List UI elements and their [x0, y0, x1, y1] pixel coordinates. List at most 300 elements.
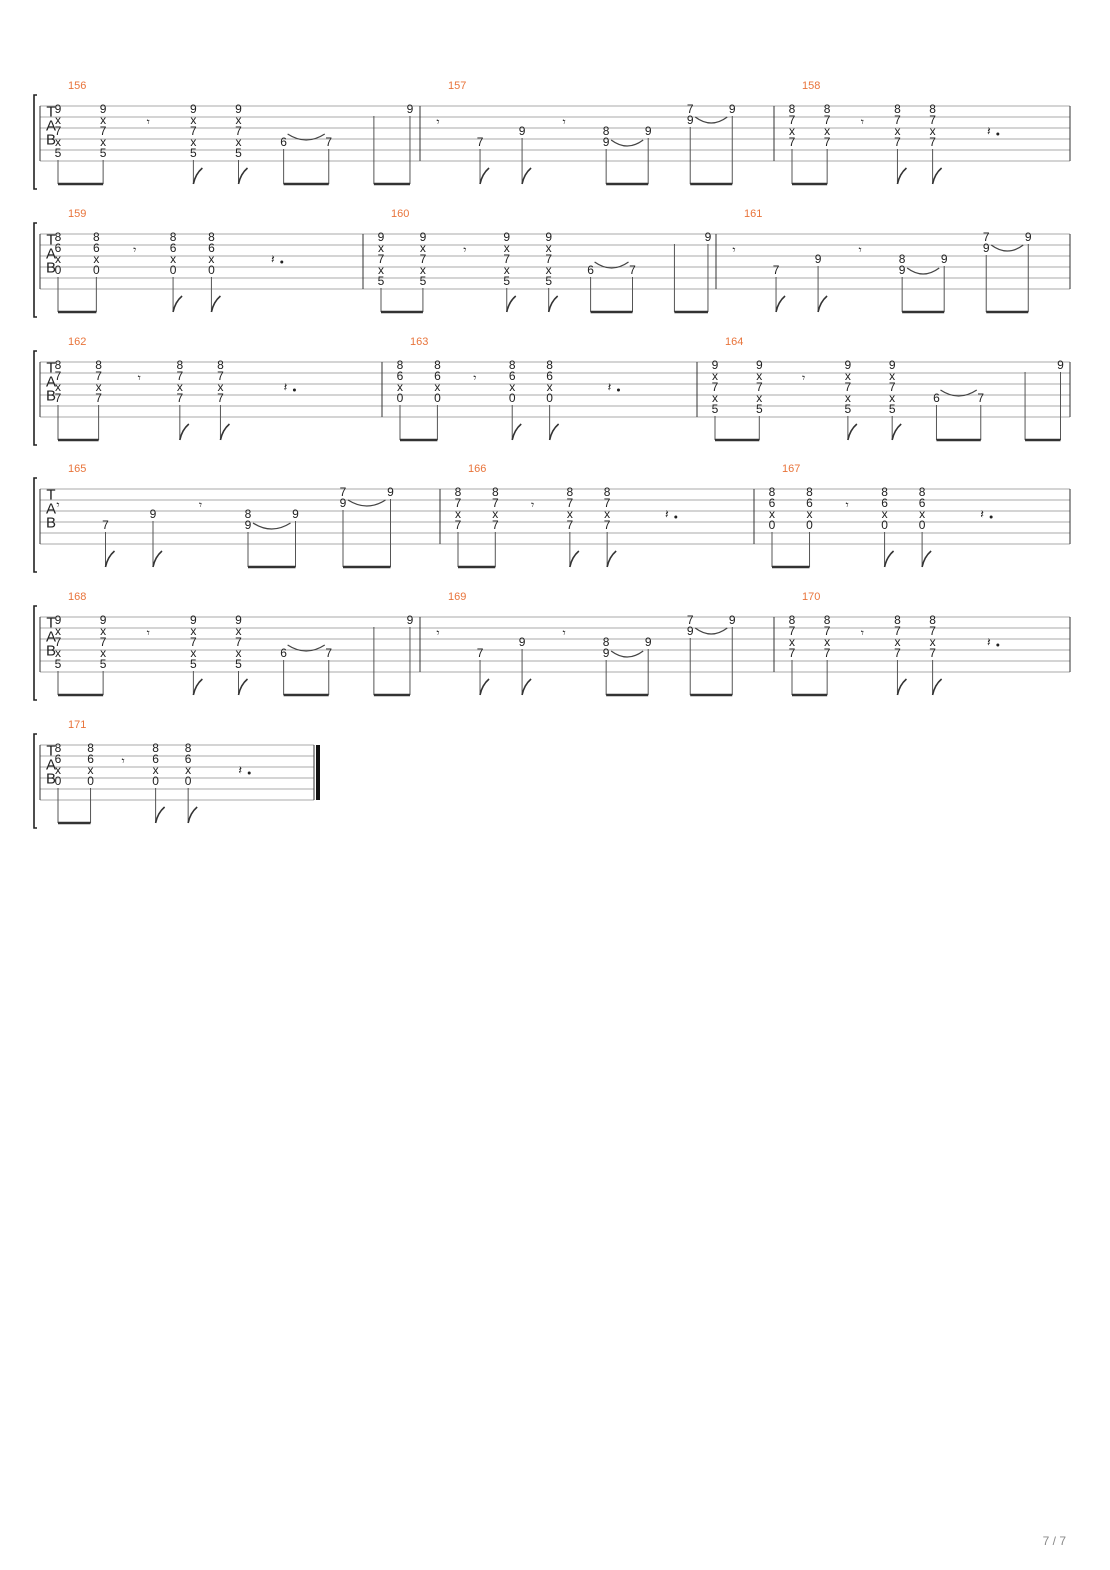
- fret-number: 9: [711, 358, 719, 372]
- measure-159: [55, 208, 284, 312]
- page-number: 7 / 7: [1042, 1534, 1066, 1548]
- fret-number: 9: [292, 507, 299, 521]
- fret-number: 8: [898, 252, 906, 266]
- fret-number: 8: [434, 358, 441, 372]
- eighth-flag: [550, 424, 559, 440]
- system-bracket: [34, 606, 37, 700]
- fret-number: x: [235, 646, 242, 660]
- measure-number: 159: [68, 208, 87, 220]
- quarter-rest: 𝄽: [980, 507, 984, 521]
- fret-number: 6: [396, 369, 404, 383]
- fret-number: x: [378, 241, 384, 255]
- fret-number: 7: [54, 391, 62, 405]
- fret-number: 8: [823, 613, 831, 627]
- fret-number: 9: [728, 613, 736, 627]
- fret-number: 0: [396, 391, 404, 405]
- tie-arc: [991, 245, 1023, 251]
- fret-number: 9: [602, 646, 610, 660]
- fret-number: 9: [419, 230, 427, 244]
- fret-number: 9: [814, 252, 822, 266]
- eighth-rest: 𝄾: [133, 243, 137, 258]
- eighth-flag: [211, 296, 220, 312]
- fret-number: 6: [280, 646, 287, 660]
- eighth-rest: 𝄾: [436, 626, 440, 641]
- system-bracket: [34, 734, 37, 828]
- fret-number: 0: [806, 518, 813, 532]
- fret-number: 8: [918, 485, 926, 499]
- fret-number: 7: [102, 518, 109, 532]
- eighth-rest: 𝄾: [845, 498, 849, 513]
- fret-number: 5: [711, 402, 719, 416]
- fret-number: 7: [54, 369, 62, 383]
- fret-number: 9: [235, 102, 242, 116]
- fret-number: x: [919, 507, 926, 521]
- tie-arc: [348, 500, 386, 506]
- fret-number: 8: [929, 102, 936, 116]
- fret-number: 8: [208, 230, 215, 244]
- eighth-flag: [776, 296, 785, 312]
- fret-number: 6: [918, 496, 926, 510]
- fret-number: 9: [755, 358, 763, 372]
- fret-number: 0: [152, 774, 159, 788]
- fret-number: 0: [93, 263, 100, 277]
- eighth-flag: [153, 551, 162, 567]
- tab-clef-letter: B: [45, 387, 57, 405]
- fret-number: 9: [686, 624, 694, 638]
- fret-number: 7: [772, 263, 780, 277]
- fret-number: x: [217, 380, 224, 394]
- eighth-flag: [180, 424, 189, 440]
- measure-number: 165: [68, 463, 87, 475]
- fret-number: x: [604, 507, 611, 521]
- fret-number: 9: [644, 124, 652, 138]
- tab-clef-letter: T: [46, 103, 56, 121]
- eighth-rest: 𝄾: [801, 371, 806, 386]
- measure-170: [789, 591, 1000, 695]
- measure-number: 163: [410, 336, 429, 348]
- fret-number: x: [455, 507, 461, 521]
- measure-number: 164: [725, 336, 744, 348]
- fret-number: 9: [99, 613, 107, 627]
- measure-number: 168: [68, 591, 87, 603]
- eighth-rest: 𝄾: [860, 115, 864, 130]
- fret-number: 7: [454, 496, 462, 510]
- eighth-flag: [570, 551, 579, 567]
- tab-clef-letter: A: [45, 373, 57, 391]
- tab-clef-letter: T: [46, 359, 56, 377]
- eighth-rest: 𝄾: [436, 115, 440, 130]
- fret-number: x: [185, 763, 192, 777]
- tie-arc: [611, 140, 643, 146]
- measure-number: 171: [68, 719, 87, 731]
- tab-clef-letter: A: [45, 500, 57, 518]
- tab-clef-letter: T: [46, 742, 56, 760]
- eighth-flag: [507, 296, 516, 312]
- rest-dot: [293, 389, 296, 392]
- fret-number: 8: [602, 124, 610, 138]
- fret-number: x: [712, 369, 718, 383]
- eighth-flag: [239, 168, 248, 184]
- fret-number: 9: [518, 635, 526, 649]
- fret-number: 0: [434, 391, 441, 405]
- tie-arc: [907, 268, 939, 274]
- fret-number: x: [100, 646, 107, 660]
- measure-number: 160: [391, 208, 410, 220]
- eighth-flag: [549, 296, 558, 312]
- fret-number: x: [894, 635, 901, 649]
- fret-number: 0: [54, 774, 62, 788]
- fret-number: x: [545, 241, 552, 255]
- quarter-rest: 𝄽: [238, 763, 243, 777]
- fret-number: x: [235, 135, 242, 149]
- fret-number: x: [55, 763, 61, 777]
- quarter-rest: 𝄽: [664, 507, 669, 521]
- tab-clef-letter: B: [45, 131, 57, 149]
- measure-156: [55, 80, 414, 184]
- fret-number: x: [434, 380, 441, 394]
- fret-number: 6: [54, 241, 62, 255]
- fret-number: 9: [728, 102, 736, 116]
- eighth-flag: [193, 168, 202, 184]
- measure-160: [378, 208, 712, 312]
- fret-number: 9: [244, 518, 252, 532]
- fret-number: 7: [929, 135, 936, 149]
- fret-number: 5: [377, 274, 385, 288]
- measure-162: [55, 336, 296, 440]
- fret-number: x: [844, 391, 851, 405]
- fret-number: 7: [711, 380, 719, 394]
- measure-171: [55, 719, 251, 823]
- tab-system: [34, 478, 1070, 572]
- fret-number: 9: [1024, 230, 1032, 244]
- fret-number: 7: [823, 135, 831, 149]
- fret-number: 7: [894, 624, 901, 638]
- fret-number: 7: [235, 635, 242, 649]
- rest-dot: [248, 772, 251, 775]
- fret-number: 9: [406, 613, 414, 627]
- fret-number: 5: [99, 146, 107, 160]
- fret-number: 7: [929, 624, 936, 638]
- fret-number: 7: [823, 113, 831, 127]
- system-bracket: [34, 223, 37, 317]
- eighth-rest: 𝄾: [562, 626, 566, 641]
- tab-clef-letter: A: [45, 245, 57, 263]
- eighth-flag: [818, 296, 827, 312]
- eighth-rest: 𝄾: [530, 498, 535, 513]
- eighth-rest: 𝄾: [146, 115, 150, 130]
- measure-number: 166: [468, 463, 487, 475]
- fret-number: 9: [149, 507, 157, 521]
- measure-166: [455, 463, 678, 567]
- rest-dot: [280, 261, 283, 264]
- measure-168: [55, 591, 414, 695]
- eighth-flag: [188, 807, 197, 823]
- eighth-rest: 𝄾: [121, 754, 125, 769]
- eighth-flag: [922, 551, 931, 567]
- fret-number: 7: [176, 369, 184, 383]
- fret-number: 6: [768, 496, 776, 510]
- eighth-flag: [897, 679, 906, 695]
- measure-161: [732, 208, 1032, 312]
- fret-number: x: [566, 507, 573, 521]
- fret-number: x: [100, 624, 107, 638]
- eighth-rest: 𝄾: [562, 115, 566, 130]
- fret-number: x: [55, 624, 61, 638]
- fret-number: 8: [95, 358, 102, 372]
- eighth-flag: [892, 424, 901, 440]
- fret-number: 0: [169, 263, 177, 277]
- fret-number: 6: [508, 369, 516, 383]
- fret-number: 6: [87, 752, 94, 766]
- quarter-rest: 𝄽: [986, 124, 991, 138]
- fret-number: 5: [419, 274, 427, 288]
- fret-number: 7: [755, 380, 763, 394]
- eighth-flag: [897, 168, 906, 184]
- fret-number: 7: [176, 391, 184, 405]
- fret-number: 5: [545, 274, 553, 288]
- fret-number: 9: [844, 358, 852, 372]
- fret-number: x: [509, 380, 516, 394]
- eighth-flag: [522, 168, 531, 184]
- fret-number: 5: [190, 657, 197, 671]
- eighth-rest: 𝄾: [463, 243, 467, 258]
- fret-number: 5: [54, 657, 62, 671]
- fret-number: 8: [806, 485, 813, 499]
- eighth-flag: [480, 168, 489, 184]
- fret-number: x: [176, 380, 183, 394]
- fret-number: x: [503, 263, 510, 277]
- fret-number: x: [55, 646, 61, 660]
- fret-number: 7: [982, 230, 990, 244]
- measure-number: 170: [802, 591, 821, 603]
- fret-number: 7: [54, 124, 62, 138]
- fret-number: 8: [176, 358, 184, 372]
- fret-number: 6: [434, 369, 441, 383]
- fret-number: 5: [888, 402, 896, 416]
- fret-number: 8: [603, 485, 611, 499]
- eighth-flag: [193, 679, 202, 695]
- fret-number: x: [756, 369, 763, 383]
- fret-number: 6: [881, 496, 888, 510]
- fret-number: 9: [545, 230, 553, 244]
- tab-clef-letter: T: [46, 486, 56, 504]
- eighth-flag: [848, 424, 857, 440]
- fret-number: 9: [1057, 358, 1064, 372]
- fret-number: 9: [406, 102, 414, 116]
- tab-clef-letter: A: [45, 756, 57, 774]
- measure-number: 167: [782, 463, 801, 475]
- fret-number: 7: [95, 391, 102, 405]
- measure-169: [436, 591, 736, 695]
- tab-clef-letter: B: [45, 770, 57, 788]
- fret-number: 6: [169, 241, 177, 255]
- measure-number: 161: [744, 208, 763, 220]
- fret-number: 8: [152, 741, 159, 755]
- fret-number: x: [55, 252, 61, 266]
- fret-number: x: [152, 763, 159, 777]
- fret-number: 7: [823, 646, 831, 660]
- fret-number: 8: [87, 741, 94, 755]
- fret-number: x: [93, 252, 100, 266]
- eighth-rest: 𝄾: [198, 498, 203, 513]
- fret-number: 7: [566, 496, 574, 510]
- eighth-flag: [885, 551, 894, 567]
- fret-number: x: [397, 380, 403, 394]
- fret-number: 7: [339, 485, 347, 499]
- fret-number: 8: [788, 102, 796, 116]
- eighth-flag: [522, 679, 531, 695]
- fret-number: 7: [190, 124, 197, 138]
- fret-number: 7: [629, 263, 636, 277]
- fret-number: 5: [99, 657, 107, 671]
- fret-number: 7: [54, 635, 62, 649]
- tie-arc: [695, 628, 727, 634]
- fret-number: 0: [918, 518, 926, 532]
- eighth-rest: 𝄾: [56, 498, 60, 513]
- fret-number: 0: [54, 263, 62, 277]
- fret-number: 7: [235, 124, 242, 138]
- fret-number: 8: [881, 485, 888, 499]
- fret-number: x: [378, 263, 384, 277]
- fret-number: x: [881, 507, 888, 521]
- fret-number: x: [503, 241, 510, 255]
- fret-number: 5: [54, 146, 62, 160]
- fret-number: x: [545, 263, 552, 277]
- fret-number: 9: [686, 113, 694, 127]
- fret-number: 6: [208, 241, 215, 255]
- fret-number: 9: [982, 241, 990, 255]
- fret-number: 0: [881, 518, 888, 532]
- fret-number: 7: [788, 135, 796, 149]
- fret-number: x: [492, 507, 499, 521]
- fret-number: x: [235, 113, 242, 127]
- fret-number: x: [190, 135, 197, 149]
- fret-number: 8: [491, 485, 499, 499]
- eighth-flag: [933, 168, 942, 184]
- eighth-flag: [607, 551, 616, 567]
- fret-number: x: [190, 646, 197, 660]
- fret-number: x: [235, 624, 242, 638]
- fret-number: x: [208, 252, 215, 266]
- measure-number: 169: [448, 591, 467, 603]
- fret-number: 7: [788, 646, 796, 660]
- fret-number: 9: [940, 252, 948, 266]
- tab-clef-letter: T: [46, 614, 56, 632]
- tie-arc: [253, 523, 291, 529]
- eighth-flag: [480, 679, 489, 695]
- measure-number: 156: [68, 80, 87, 92]
- measure-165: [56, 463, 394, 567]
- fret-number: 9: [503, 230, 511, 244]
- eighth-rest: 𝄾: [137, 371, 141, 386]
- fret-number: 7: [894, 113, 901, 127]
- fret-number: 7: [476, 646, 484, 660]
- fret-number: x: [55, 113, 61, 127]
- fret-number: 7: [888, 380, 896, 394]
- fret-number: 9: [898, 263, 906, 277]
- fret-number: 8: [929, 613, 936, 627]
- fret-number: 6: [806, 496, 813, 510]
- fret-number: 7: [929, 113, 936, 127]
- rest-dot: [990, 516, 993, 519]
- fret-number: 8: [244, 507, 252, 521]
- fret-number: x: [929, 124, 936, 138]
- eighth-flag: [933, 679, 942, 695]
- fret-number: 9: [518, 124, 526, 138]
- measure-number: 157: [448, 80, 467, 92]
- fret-number: x: [789, 124, 795, 138]
- fret-number: 6: [93, 241, 100, 255]
- measure-158: [789, 80, 1000, 184]
- tab-clef-letter: B: [45, 642, 57, 660]
- eighth-rest: 𝄾: [473, 371, 477, 386]
- fret-number: x: [419, 263, 426, 277]
- quarter-rest: 𝄽: [283, 380, 288, 394]
- fret-number: 8: [169, 230, 177, 244]
- fret-number: 7: [686, 613, 694, 627]
- fret-number: 9: [190, 613, 197, 627]
- measure-number: 162: [68, 336, 87, 348]
- fret-number: 8: [396, 358, 404, 372]
- fret-number: 9: [339, 496, 347, 510]
- eighth-rest: 𝄾: [860, 626, 864, 641]
- fret-number: 5: [844, 402, 852, 416]
- rest-dot: [996, 133, 999, 136]
- fret-number: 7: [99, 124, 107, 138]
- fret-number: x: [87, 763, 94, 777]
- rest-dot: [996, 644, 999, 647]
- fret-number: x: [894, 124, 901, 138]
- system-bracket: [34, 478, 37, 572]
- fret-number: x: [889, 369, 896, 383]
- fret-number: x: [929, 635, 936, 649]
- fret-number: 0: [546, 391, 553, 405]
- fret-number: 0: [87, 774, 94, 788]
- measure-163: [397, 336, 620, 440]
- fret-number: 7: [503, 252, 511, 266]
- fret-number: 9: [644, 635, 652, 649]
- fret-number: 7: [325, 646, 333, 660]
- fret-number: 6: [933, 391, 940, 405]
- tab-system: [34, 734, 318, 828]
- fret-number: 8: [894, 102, 901, 116]
- fret-number: 7: [929, 646, 936, 660]
- measure-number: 158: [802, 80, 821, 92]
- fret-number: x: [55, 380, 61, 394]
- quarter-rest: 𝄽: [986, 635, 991, 649]
- fret-number: 7: [454, 518, 462, 532]
- fret-number: 7: [491, 496, 499, 510]
- fret-number: 0: [184, 774, 192, 788]
- fret-number: 7: [894, 135, 901, 149]
- fret-number: 7: [788, 113, 796, 127]
- rest-dot: [617, 389, 620, 392]
- system-bracket: [34, 351, 37, 445]
- fret-number: x: [844, 369, 851, 383]
- fret-number: x: [419, 241, 426, 255]
- fret-number: 7: [95, 369, 102, 383]
- fret-number: 9: [99, 102, 107, 116]
- quarter-rest: 𝄽: [270, 252, 275, 266]
- fret-number: 8: [93, 230, 100, 244]
- fret-number: x: [100, 135, 107, 149]
- fret-number: x: [824, 124, 831, 138]
- fret-number: 7: [190, 635, 197, 649]
- measure-167: [769, 463, 993, 567]
- fret-number: 8: [602, 635, 610, 649]
- fret-number: x: [55, 135, 61, 149]
- fret-number: 0: [208, 263, 215, 277]
